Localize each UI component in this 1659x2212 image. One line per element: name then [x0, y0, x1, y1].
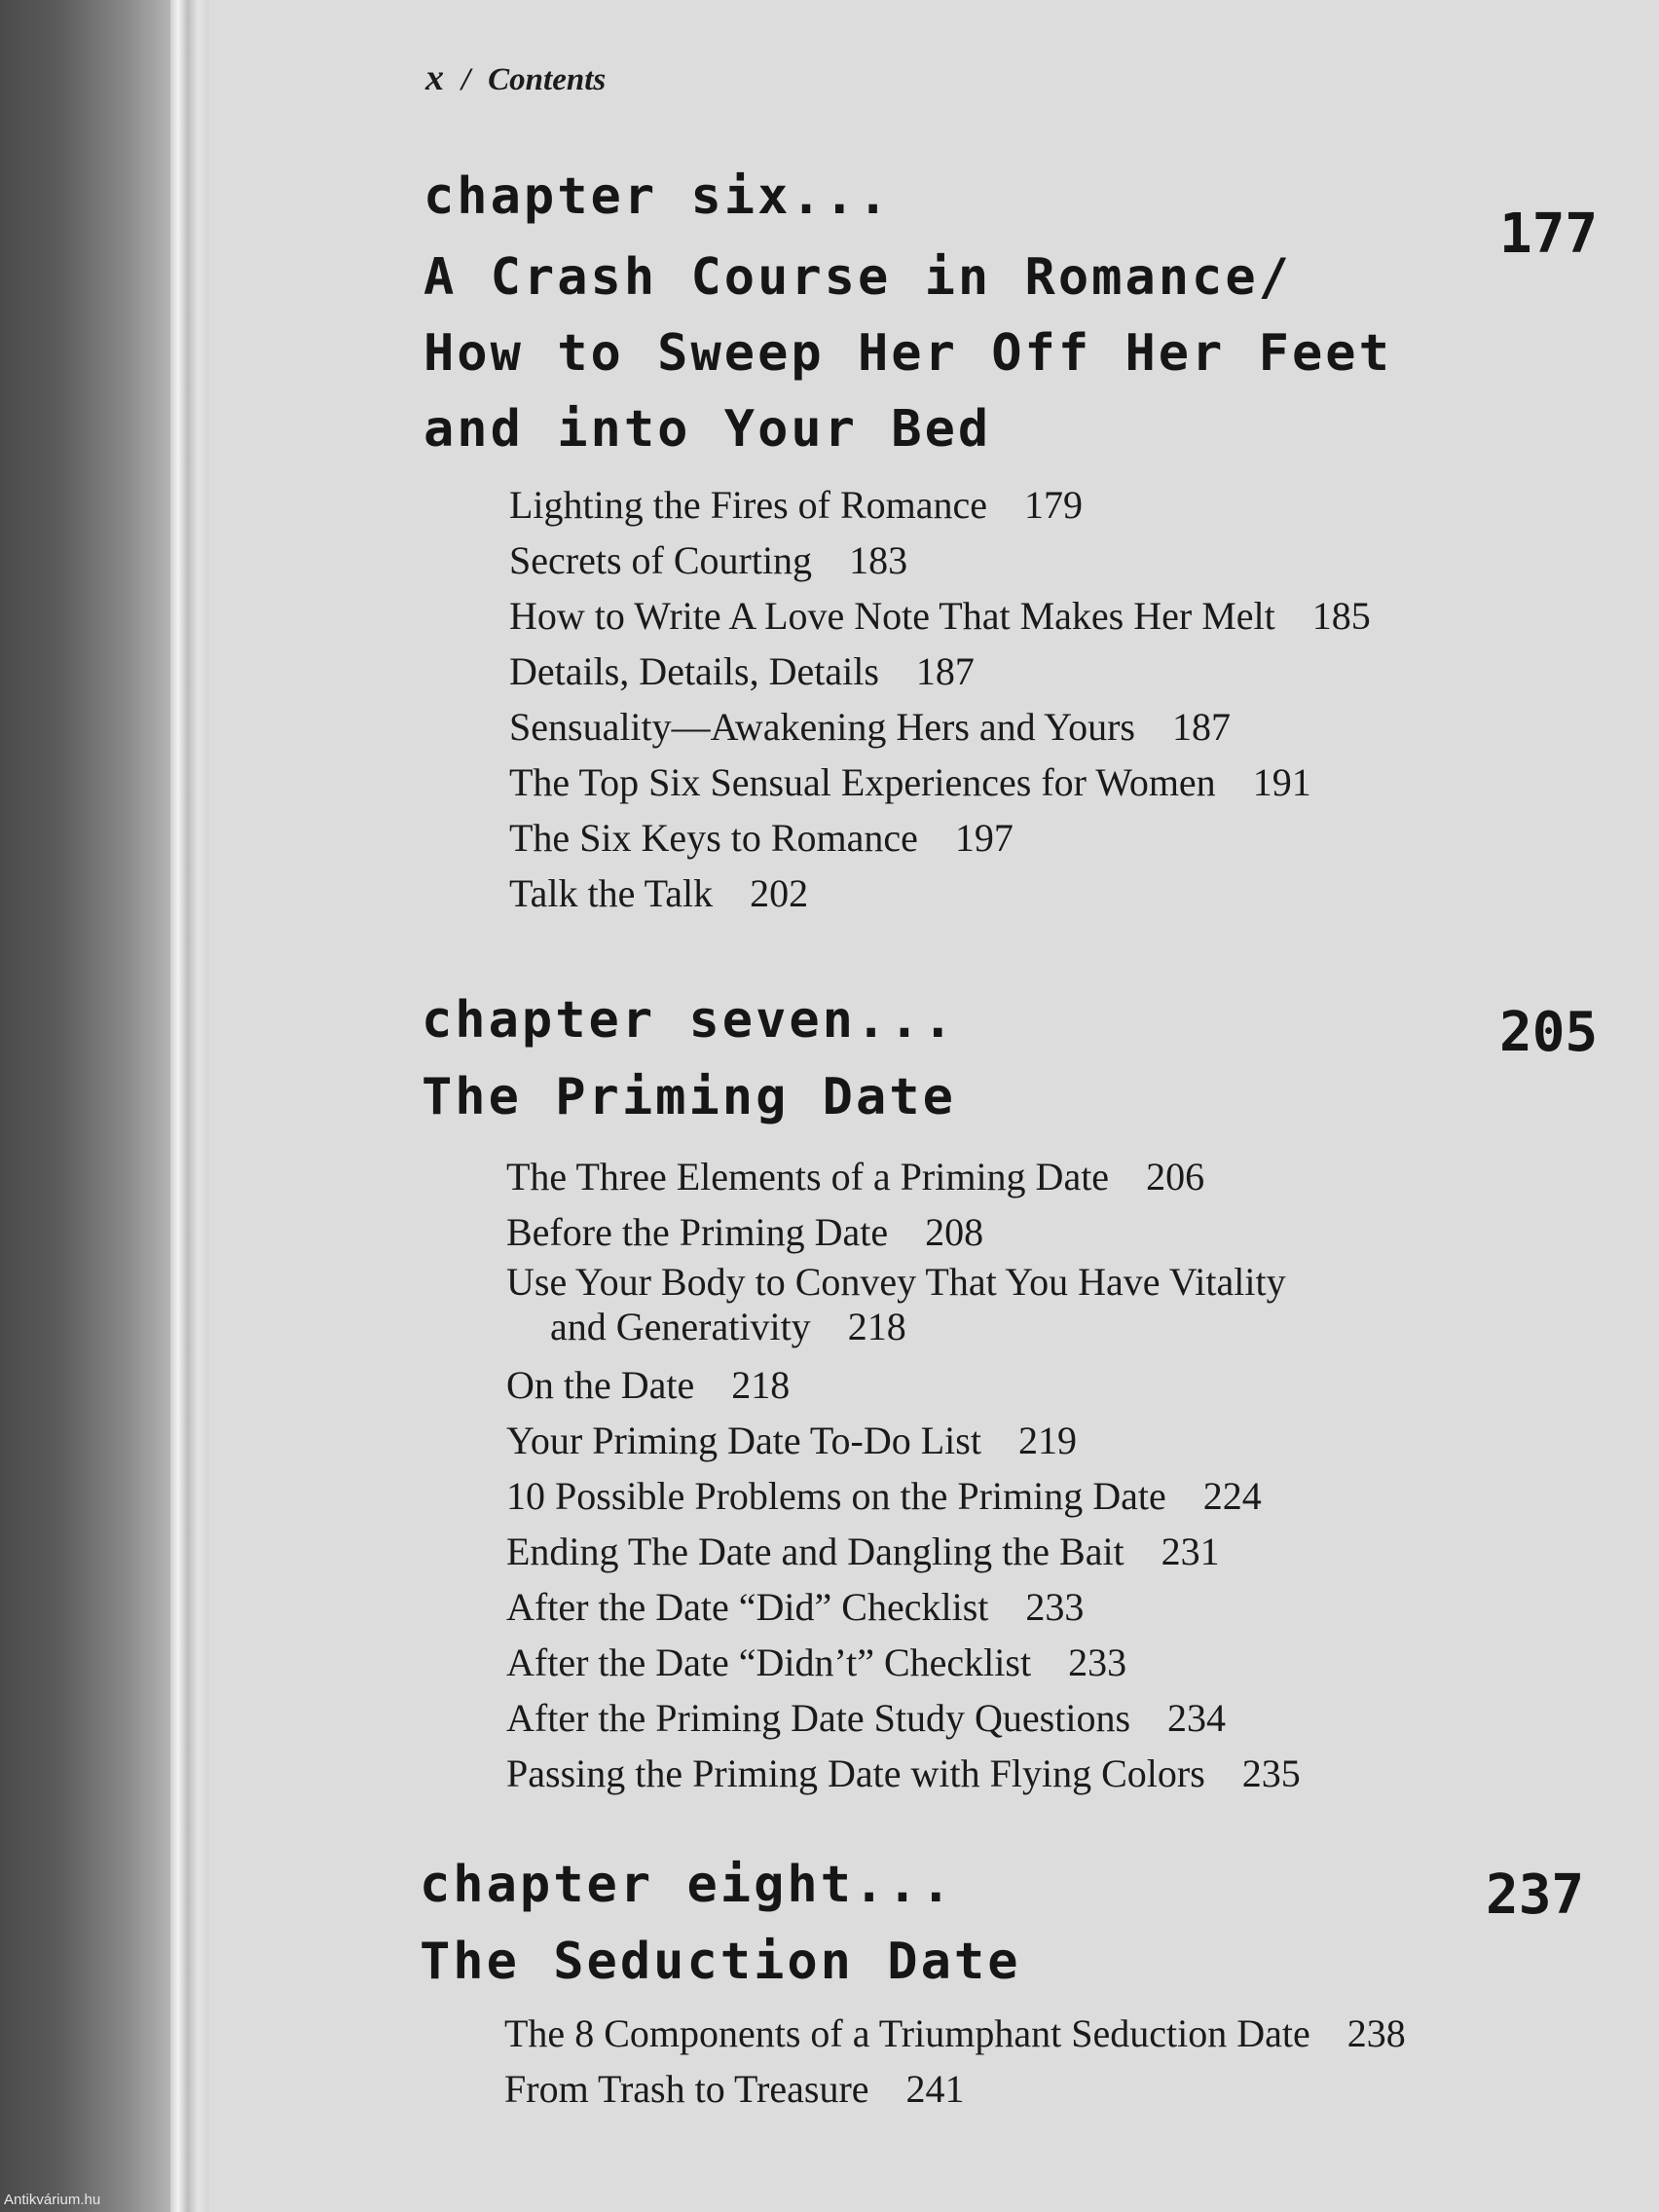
- toc-entry[interactable]: [509, 699, 1371, 755]
- chapter-title-line: A Crash Course in Romance/: [424, 248, 1292, 307]
- toc-entry[interactable]: [506, 1468, 1431, 1524]
- entry-page: 233: [1068, 1641, 1127, 1684]
- entry-title: The Top Six Sensual Experiences for Women: [509, 760, 1216, 804]
- chapter-title-line: The Seduction Date: [420, 1933, 1021, 1991]
- entry-page: 208: [925, 1210, 984, 1254]
- entry-title: Details, Details, Details: [509, 649, 879, 693]
- entry-page: 233: [1025, 1585, 1085, 1629]
- chapter-title-line: The Priming Date: [422, 1068, 956, 1126]
- entry-page: 185: [1311, 594, 1371, 638]
- page-edges: [170, 0, 209, 2212]
- entry-page: 241: [905, 2067, 965, 2111]
- entry-page: 219: [1017, 1419, 1077, 1462]
- entry-page: 197: [954, 816, 1014, 860]
- entry-page: 191: [1252, 760, 1311, 804]
- entry-title: After the Date “Didn’t” Checklist: [506, 1641, 1032, 1684]
- entry-title: How to Write A Love Note That Makes Her Melt: [509, 594, 1275, 638]
- toc-entry[interactable]: [506, 1579, 1431, 1635]
- watermark: Antikvárium.hu: [4, 2192, 101, 2208]
- entry-title: Secrets of Courting: [509, 538, 813, 582]
- chapter-title-line: and into Your Bed: [424, 400, 992, 459]
- toc-entry[interactable]: [506, 1149, 1431, 1204]
- entry-page: 224: [1202, 1474, 1262, 1518]
- entry-page: 218: [847, 1305, 906, 1348]
- entry-page: 202: [750, 871, 809, 915]
- toc-entry[interactable]: [506, 1357, 1431, 1413]
- entry-page: 234: [1167, 1696, 1227, 1740]
- entry-title: 10 Possible Problems on the Priming Date: [506, 1474, 1166, 1518]
- toc-entry[interactable]: [509, 866, 1371, 921]
- running-head-separator: /: [461, 62, 471, 97]
- entry-title: The Six Keys to Romance: [509, 816, 918, 860]
- running-head: [425, 56, 606, 99]
- toc-entry[interactable]: [506, 1635, 1431, 1690]
- chapter-page-number: 237: [1486, 1863, 1585, 1927]
- toc-entries: [504, 2006, 1406, 2117]
- chapter-label: chapter eight...: [420, 1856, 954, 1914]
- entry-title: Before the Priming Date: [506, 1210, 889, 1254]
- entry-page: 206: [1146, 1155, 1205, 1198]
- chapter-page-number: 177: [1499, 203, 1599, 266]
- entry-page: 238: [1346, 2011, 1406, 2055]
- entry-page: 235: [1241, 1751, 1301, 1795]
- entry-title: Ending The Date and Dangling the Bait: [506, 1530, 1124, 1573]
- folio: x: [425, 57, 444, 98]
- entry-page: 179: [1024, 483, 1084, 527]
- entry-page: 218: [731, 1363, 791, 1407]
- entry-title: The 8 Components of a Triumphant Seduction Date: [504, 2011, 1310, 2055]
- entry-title: From Trash to Treasure: [504, 2067, 869, 2111]
- entry-title: Talk the Talk: [509, 871, 714, 915]
- toc-entry[interactable]: [509, 533, 1371, 588]
- toc-entries: [506, 1149, 1431, 1801]
- entry-title: Lighting the Fires of Romance: [509, 483, 988, 527]
- toc-entry[interactable]: [504, 2006, 1406, 2061]
- toc-entry[interactable]: [506, 1524, 1431, 1579]
- toc-entry[interactable]: [506, 1413, 1431, 1468]
- toc-entry[interactable]: [506, 1690, 1431, 1746]
- toc-entry[interactable]: [506, 1260, 1431, 1357]
- entry-title: On the Date: [506, 1363, 695, 1407]
- chapter-title-line: How to Sweep Her Off Her Feet: [424, 324, 1392, 383]
- toc-entry[interactable]: [509, 477, 1371, 533]
- entry-page: 183: [849, 538, 908, 582]
- entry-page: 187: [1171, 705, 1231, 749]
- toc-entry[interactable]: [509, 644, 1371, 699]
- entry-title: Your Priming Date To-Do List: [506, 1419, 981, 1462]
- toc-entries: [509, 477, 1371, 921]
- entry-title: After the Date “Did” Checklist: [506, 1585, 989, 1629]
- entry-page: 231: [1161, 1530, 1220, 1573]
- toc-entry[interactable]: [509, 588, 1371, 644]
- entry-title-continuation: and Generativity: [550, 1305, 811, 1348]
- chapter-label: chapter six...: [424, 167, 892, 226]
- entry-page: 187: [915, 649, 975, 693]
- entry-title: The Three Elements of a Priming Date: [506, 1155, 1110, 1198]
- entry-title: Passing the Priming Date with Flying Colors: [506, 1751, 1205, 1795]
- running-head-section: Contents: [488, 62, 607, 97]
- toc-entry[interactable]: [509, 810, 1371, 866]
- chapter-page-number: 205: [1499, 1001, 1599, 1064]
- toc-entry[interactable]: [504, 2061, 1406, 2117]
- chapter-label: chapter seven...: [422, 991, 956, 1050]
- toc-entry[interactable]: [506, 1746, 1431, 1801]
- entry-title: Use Your Body to Convey That You Have Vitality: [506, 1260, 1286, 1304]
- book-spine-shadow: [0, 0, 170, 2212]
- toc-entry[interactable]: [509, 755, 1371, 810]
- entry-title: After the Priming Date Study Questions: [506, 1696, 1131, 1740]
- entry-title: Sensuality—Awakening Hers and Yours: [509, 705, 1135, 749]
- toc-entry[interactable]: [506, 1204, 1431, 1260]
